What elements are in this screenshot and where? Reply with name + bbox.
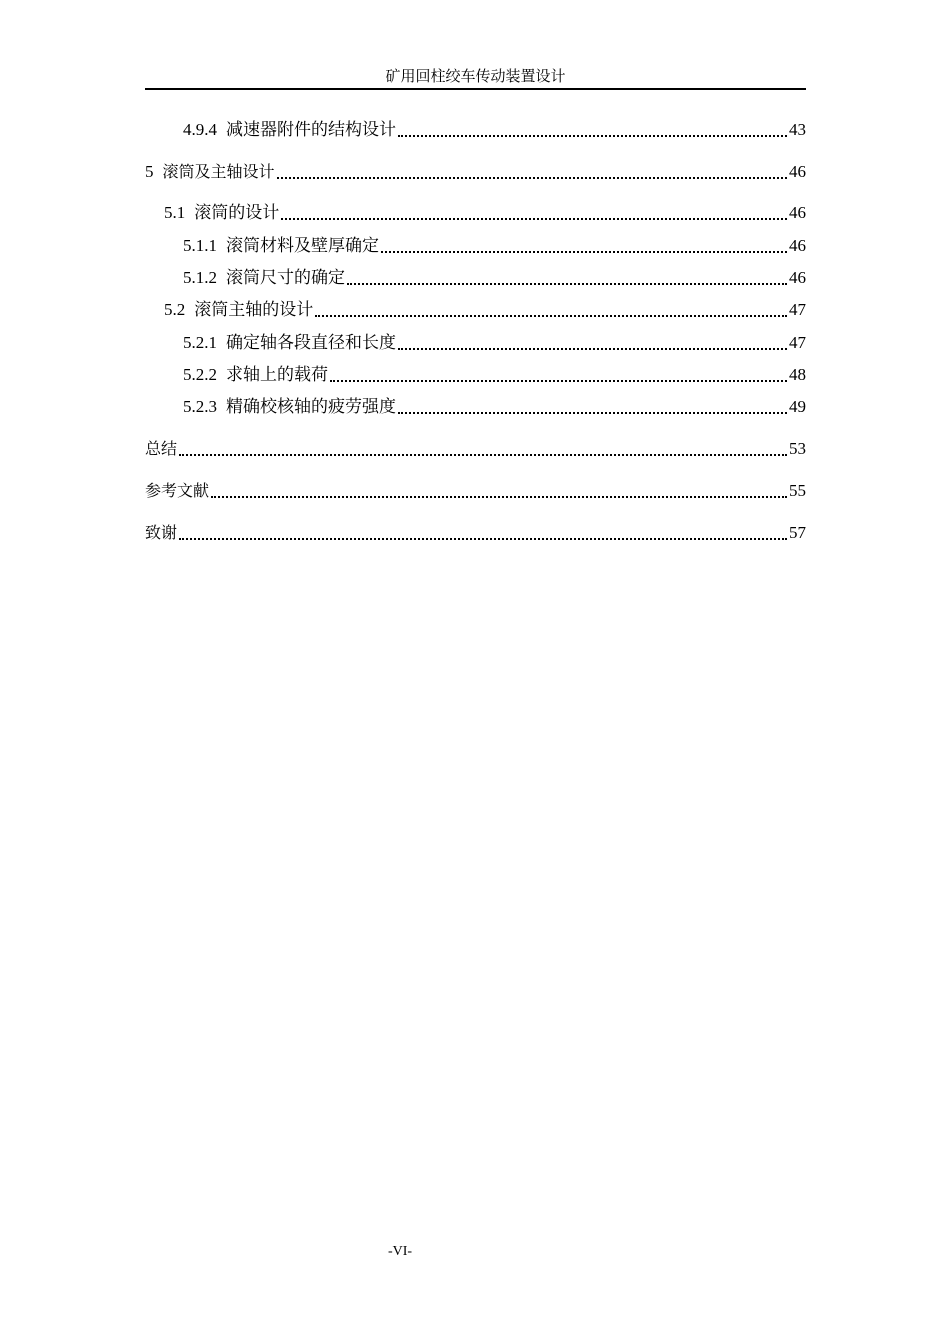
toc-entry-5-2-3[interactable] xyxy=(145,395,806,419)
page-number: -VI- xyxy=(387,1244,413,1259)
dot-leader xyxy=(211,496,787,498)
dot-leader xyxy=(381,251,787,253)
toc-entry-number: 5 xyxy=(145,162,154,181)
toc-entry-5-1-1[interactable] xyxy=(145,234,806,258)
dot-leader xyxy=(277,177,787,179)
toc-entry-5-2-1[interactable] xyxy=(145,331,806,355)
toc-entry-5-2-2[interactable] xyxy=(145,363,806,387)
toc-entry-page: 53 xyxy=(789,439,806,458)
toc-entry-page: 48 xyxy=(789,365,806,384)
toc-entry-references[interactable] xyxy=(145,479,806,503)
toc-entry-title: 求轴上的载荷 xyxy=(226,365,328,384)
dot-leader xyxy=(398,135,787,137)
toc-entry-5-2[interactable] xyxy=(145,298,806,322)
toc-entry-page: 47 xyxy=(789,300,806,319)
toc-entry-page: 47 xyxy=(789,333,806,352)
toc-entry-page: 55 xyxy=(789,481,806,500)
toc-entry-page: 57 xyxy=(789,523,806,542)
toc-entry-title: 确定轴各段直径和长度 xyxy=(226,333,396,352)
toc-entry-5[interactable] xyxy=(145,160,806,184)
toc-entry-page: 43 xyxy=(789,120,806,139)
toc-entry-title: 精确校核轴的疲劳强度 xyxy=(226,397,396,416)
toc-entry-page: 46 xyxy=(789,268,806,287)
dot-leader xyxy=(398,348,787,350)
document-title: 矿用回柱绞车传动装置设计 xyxy=(385,69,566,85)
dot-leader xyxy=(281,218,787,220)
dot-leader xyxy=(347,283,787,285)
toc-entry-title: 减速器附件的结构设计 xyxy=(226,120,396,139)
dot-leader xyxy=(179,454,787,456)
toc-entry-5-1-2[interactable] xyxy=(145,266,806,290)
dot-leader xyxy=(330,380,787,382)
toc-entry-number: 5.2 xyxy=(164,300,186,319)
toc-entry-page: 46 xyxy=(789,236,806,255)
toc-entry-number: 5.1 xyxy=(164,203,186,222)
toc-entry-4-9-4[interactable] xyxy=(145,118,806,142)
toc-entry-number: 5.2.3 xyxy=(183,397,217,416)
toc-entry-title: 致谢 xyxy=(145,523,178,542)
dot-leader xyxy=(398,412,787,414)
page-header xyxy=(145,66,806,90)
toc-entry-number: 5.2.2 xyxy=(183,365,217,384)
toc-entry-5-1[interactable] xyxy=(145,201,806,225)
toc-entry-title: 滚筒的设计 xyxy=(194,203,280,222)
toc-entry-number: 5.1.2 xyxy=(183,268,217,287)
toc-entry-summary[interactable] xyxy=(145,437,806,461)
toc-entry-number: 5.1.1 xyxy=(183,236,217,255)
toc-entry-number: 5.2.1 xyxy=(183,333,217,352)
toc-entry-title: 滚筒尺寸的确定 xyxy=(226,268,345,287)
page-footer xyxy=(0,1242,800,1262)
toc-entry-number: 4.9.4 xyxy=(183,120,217,139)
toc-entry-title: 参考文献 xyxy=(145,481,210,500)
toc-entry-title: 滚筒及主轴设计 xyxy=(162,162,275,181)
dot-leader xyxy=(179,538,787,540)
toc-entry-title: 滚筒材料及壁厚确定 xyxy=(226,236,379,255)
toc-entry-title: 滚筒主轴的设计 xyxy=(194,300,314,319)
toc-entry-page: 49 xyxy=(789,397,806,416)
dot-leader xyxy=(315,315,787,317)
toc-entry-title: 总结 xyxy=(145,439,178,458)
toc-entry-page: 46 xyxy=(789,162,806,181)
toc-entry-acknowledgements[interactable] xyxy=(145,521,806,545)
toc-entry-page: 46 xyxy=(789,203,806,222)
